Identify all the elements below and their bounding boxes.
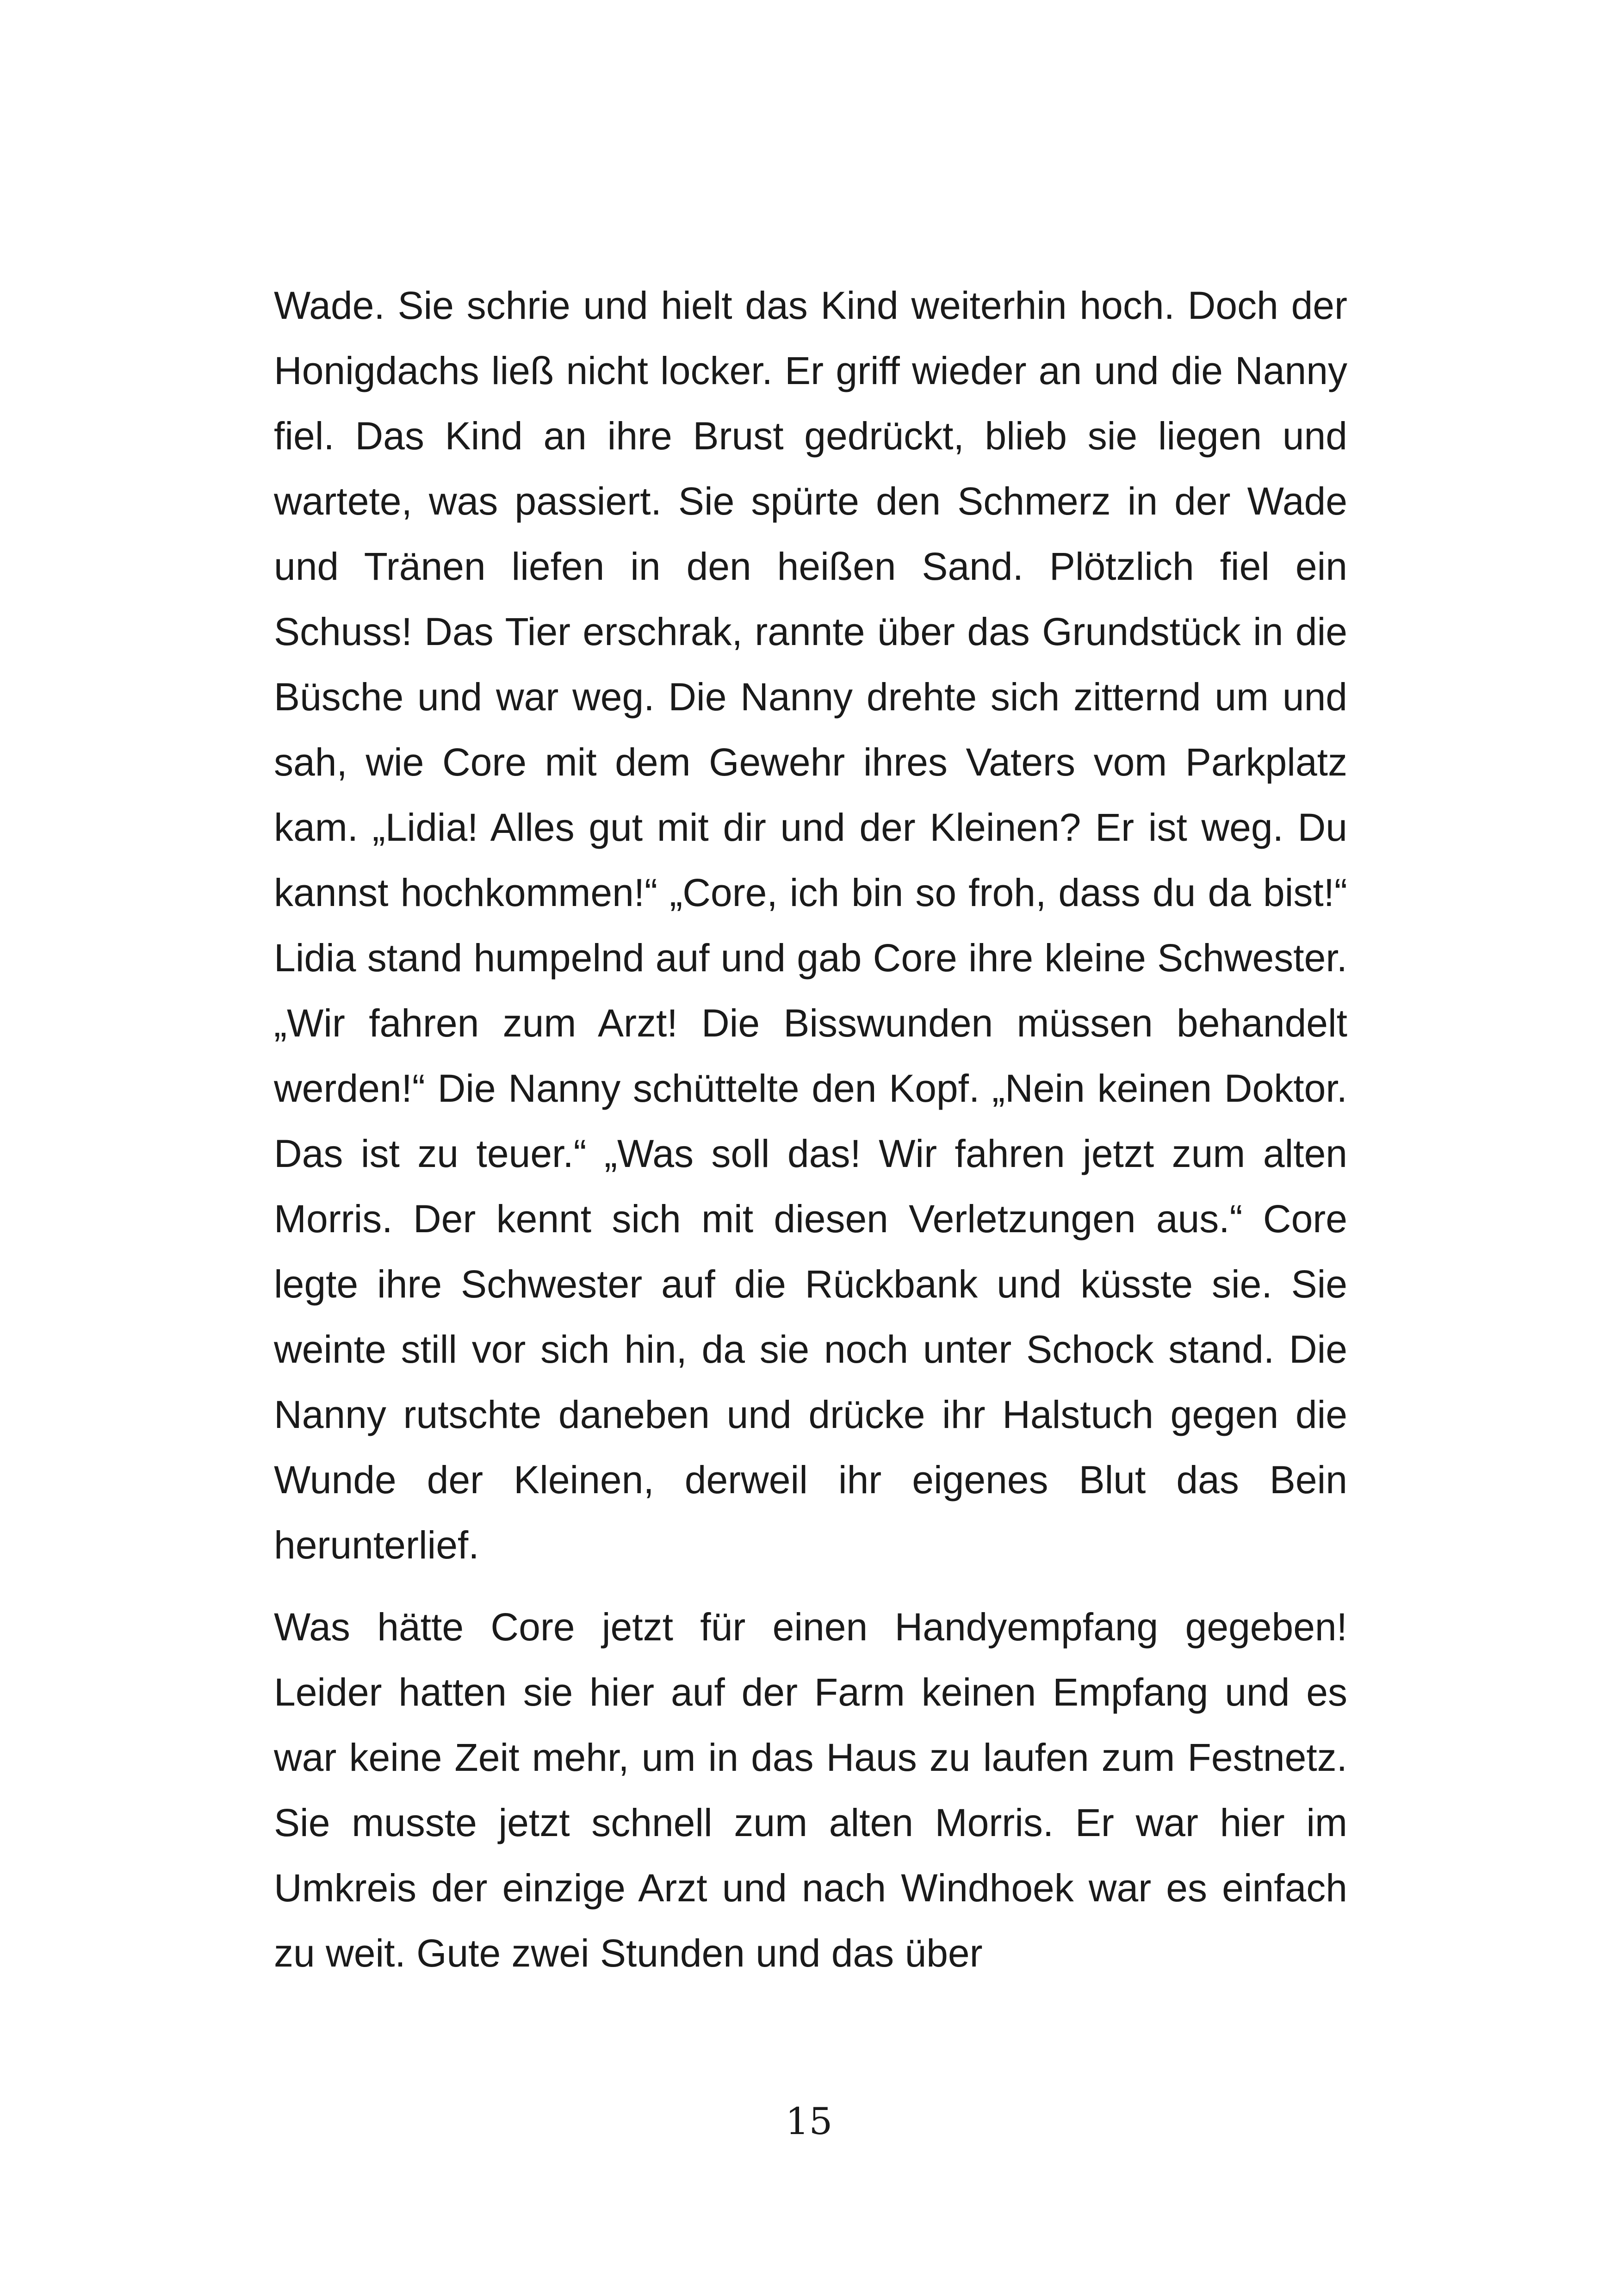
body-text (274, 273, 1347, 1986)
page-number: 15 (785, 2100, 833, 2143)
paragraph-1: Wade. Sie schrie und hielt das Kind weiterhin hoch. Doch der Honigdachs ließ nicht locker. Er griff wieder an und die Nanny fiel. Das Kind an ihre Brust gedrückt, blieb sie liegen und wartete, was passiert. Sie spürte den Schmerz in der Wade und Tränen liefen in den heißen Sand. Plötzlich fiel ein Schuss! Das Tier erschrak, rannte über das Grundstück in die Büsche und war weg. Die Nanny drehte sich zitternd um und sah, wie Core mit dem Gewehr ihres Vaters vom Parkplatz kam. „Lidia! Alles gut mit dir und der Kleinen? Er ist weg. Du kannst hochkommen!“ „Core, ich bin so froh, dass du da bist!“ Lidia stand humpelnd auf und gab Core ihre kleine Schwester. „Wir fahren zum Arzt! Die Bisswunden müssen behandelt werden!“ Die Nanny schüttelte den Kopf. „Nein keinen Doktor. Das ist zu teuer.“ „Was soll das! Wir fahren jetzt zum alten Morris. Der kennt sich mit diesen Verletzungen aus.“ Core legte ihre Schwester auf die Rückbank und küsste sie. Sie weinte still vor sich hin, da sie noch unter Schock stand. Die Nanny rutschte daneben und drücke ihr Halstuch gegen die Wunde der Kleinen, derweil ihr eigenes Blut das Bein herunterlief. (274, 284, 1347, 1567)
paragraph-2: Was hätte Core jetzt für einen Handyempfang gegeben! Leider hatten sie hier auf der Farm keinen Empfang und es war keine Zeit mehr, um in das Haus zu laufen zum Festnetz. Sie musste jetzt schnell zum alten Morris. Er war hier im Umkreis der einzige Arzt und nach Windhoek war es einfach zu weit. Gute zwei Stunden und das über (274, 1605, 1347, 1975)
